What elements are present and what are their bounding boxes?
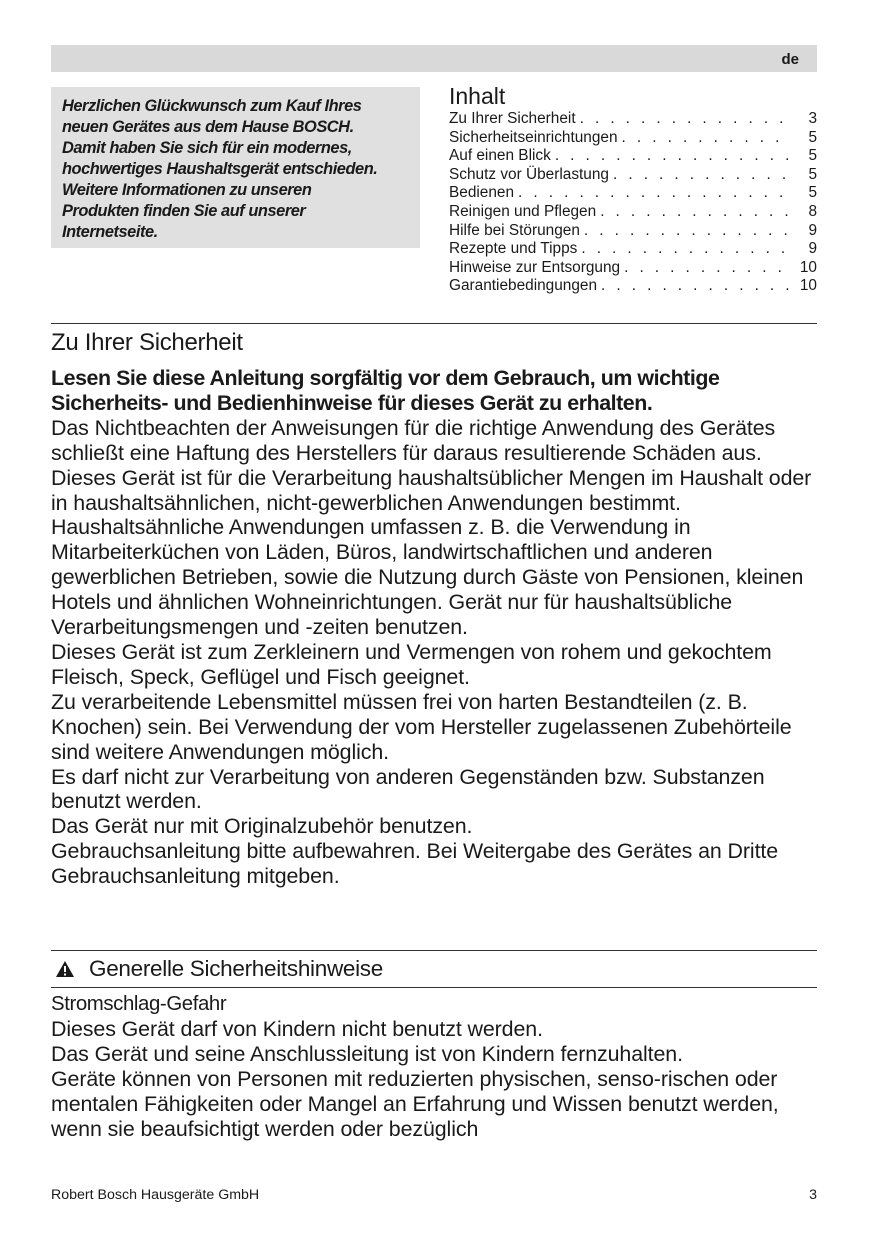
toc-leader-dots: [600, 203, 789, 222]
toc-entry-page: 5: [808, 165, 817, 183]
general-safety-body: [51, 992, 831, 1141]
paragraph: Das Gerät nur mit Originalzubehör benutzen.: [51, 814, 473, 839]
toc-entry-page: 3: [808, 110, 817, 127]
toc-entry-label: Sicherheitseinrichtungen: [449, 128, 618, 146]
toc-leader-dots: [518, 184, 789, 203]
toc-entry-label: Rezepte und Tipps: [449, 240, 578, 258]
toc-entry-page: 5: [808, 184, 817, 202]
paragraph: Das Gerät und seine Anschlussleitung ist von Kindern fernzuhalten.: [51, 1041, 683, 1066]
toc-entry-label: Zu Ihrer Sicherheit: [449, 110, 576, 127]
toc-title: Inhalt: [449, 83, 506, 109]
paragraph: Geräte können von Personen mit reduzierten physischen, senso-rischen oder mentalen Fähigkeiten oder Mangel an Erfahrung und Wissen benutzt werden, wenn sie beaufsichtigt werden oder bezüglich: [51, 1066, 779, 1141]
page-number: 3: [809, 1187, 817, 1203]
language-bar: [51, 45, 817, 72]
toc-entry: [449, 240, 817, 259]
toc-entry-label: Hinweise zur Entsorgung: [449, 258, 621, 276]
section-title: Zu Ihrer Sicherheit: [51, 329, 243, 356]
paragraph: Dieses Gerät ist für die Verarbeitung haushaltsüblicher Mengen im Haushalt oder in haushaltsähnlichen, nicht-gewerblichen Anwendungen bestimmt. Haushaltsähnliche Anwendungen umfassen z. B. die Verwendung in Mitarbeiterküchen von Läden, Büros, landwirtschaftlichen und anderen gewerblichen Betrieben, sowie die Nutzung durch Gäste von Pensionen, kleinen Hotels und ähnlichen Wohneinrichtungen. Gerät nur für haushaltsübliche Verarbeitungsmengen und -zeiten benutzen.: [51, 465, 812, 640]
paragraph: Das Nichtbeachten der Anweisungen für die richtige Anwendung des Gerätes schließt eine Haftung des Herstellers für daraus resultierende Schäden aus.: [51, 415, 776, 465]
language-code: de: [781, 51, 799, 68]
toc-leader-dots: [580, 110, 789, 129]
toc-entry-page: 9: [808, 240, 817, 258]
toc-entry: [449, 184, 817, 203]
toc-leader-dots: [613, 166, 789, 185]
divider: [51, 987, 817, 988]
toc-entry: [449, 147, 817, 166]
intro-box: Herzlichen Glückwunsch zum Kauf Ihres neuen Gerätes aus dem Hause BOSCH. Damit haben Sie sich für ein modernes, hochwertiges Haushaltsgerät entschieden. Weitere Informationen zu unseren Produkten finden Sie auf unserer Internetseite.: [51, 87, 420, 248]
toc-entry-label: Garantiebedingungen: [449, 277, 598, 295]
toc-entry: [449, 166, 817, 185]
paragraph: Gebrauchsanleitung bitte aufbewahren. Bei Weitergabe des Gerätes an Dritte Gebrauchsanleitung mitgeben.: [51, 839, 779, 889]
toc-entry: [449, 222, 817, 241]
toc-entry-label: Hilfe bei Störungen: [449, 221, 580, 239]
toc-leader-dots: [584, 222, 789, 241]
toc-leader-dots: [622, 129, 789, 148]
paragraph: Dieses Gerät darf von Kindern nicht benutzt werden.: [51, 1016, 543, 1041]
toc-entry-page: 5: [808, 128, 817, 146]
paragraph: Es darf nicht zur Verarbeitung von anderen Gegenständen bzw. Substanzen benutzt werden.: [51, 764, 765, 814]
toc-entry-page: 8: [808, 202, 817, 220]
toc-entry: [449, 110, 817, 129]
toc-leader-dots: [581, 240, 789, 259]
warning-icon: [55, 960, 75, 978]
toc-leader-dots: [555, 147, 789, 166]
safety-body: [51, 366, 831, 889]
toc-entry-page: 10: [799, 258, 817, 276]
toc-entry: [449, 129, 817, 148]
toc-entry-label: Auf einen Blick: [449, 147, 551, 165]
toc-entry: [449, 277, 817, 296]
toc-entry-page: 10: [799, 277, 817, 295]
toc-entry-label: Schutz vor Überlastung: [449, 165, 609, 183]
general-safety-heading: [55, 955, 383, 983]
toc-entry-label: Reinigen und Pflegen: [449, 202, 597, 220]
general-safety-title: Generelle Sicherheitshinweise: [89, 956, 383, 981]
page-footer: [51, 1187, 817, 1203]
paragraph: Dieses Gerät ist zum Zerkleinern und Vermengen von rohem und gekochtem Fleisch, Speck, Geflügel und Fisch geeignet.: [51, 639, 772, 689]
divider: [51, 323, 817, 324]
safety-lead: Lesen Sie diese Anleitung sorgfältig vor dem Gebrauch, um wichtige Sicherheits- und Bedienhinweise für dieses Gerät zu erhalten.: [51, 366, 720, 415]
toc-entry-label: Bedienen: [449, 184, 515, 202]
footer-company: Robert Bosch Hausgeräte GmbH: [51, 1187, 260, 1203]
toc-entry-page: 5: [808, 147, 817, 165]
toc-leader-dots: [624, 259, 789, 278]
toc-entry: [449, 203, 817, 222]
table-of-contents: [449, 82, 817, 296]
hazard-subtitle: Stromschlag-Gefahr: [51, 993, 227, 1015]
toc-leader-dots: [601, 277, 789, 296]
toc-entry: [449, 259, 817, 278]
toc-entry-page: 9: [808, 221, 817, 239]
divider: [51, 950, 817, 951]
paragraph: Zu verarbeitende Lebensmittel müssen frei von harten Bestandteilen (z. B. Knochen) sein. Bei Verwendung der vom Hersteller zugelassenen Zubehörteile sind weitere Anwendungen möglich.: [51, 689, 792, 764]
